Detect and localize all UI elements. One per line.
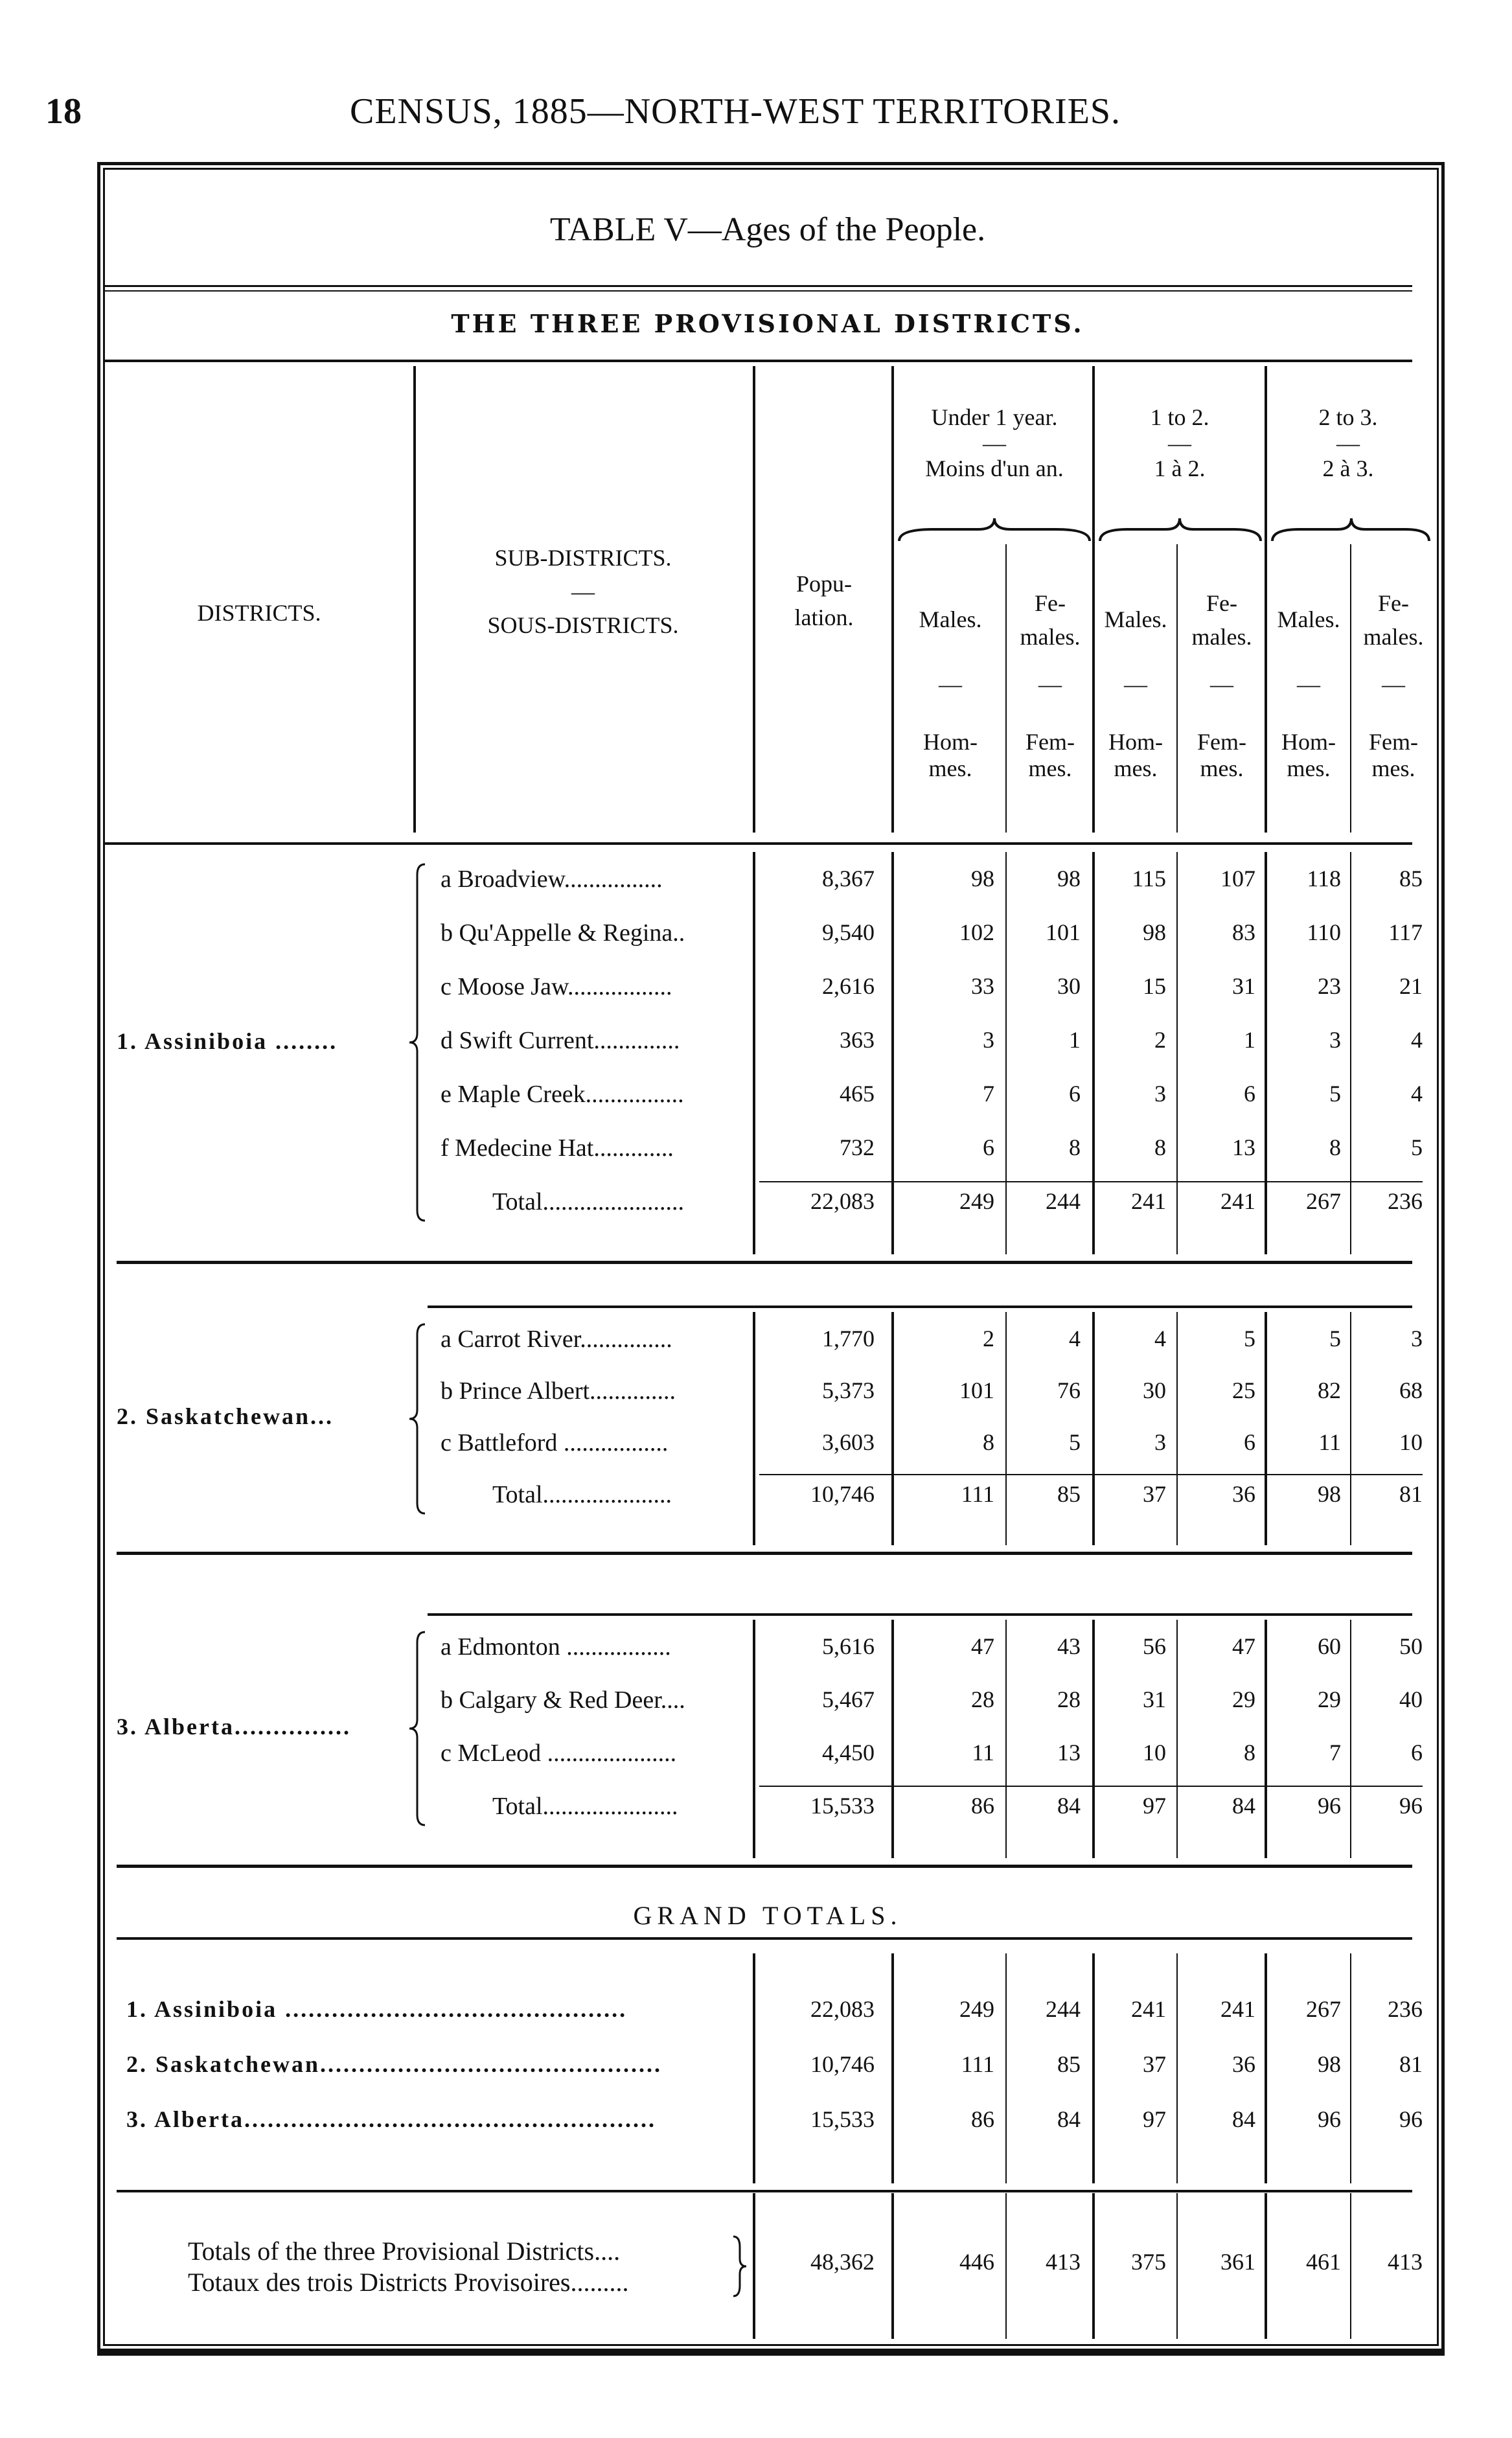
- grand-total-label: 3. Alberta.....................................................: [126, 2106, 656, 2132]
- header-group-1to2: [1095, 405, 1265, 482]
- header-subdistricts: [421, 541, 745, 643]
- sub-district-label: b Qu'Appelle & Regina..: [441, 919, 685, 947]
- age-count-cell: 249: [959, 1188, 994, 1214]
- age-count-cell: 40: [1399, 1686, 1423, 1712]
- header-dash: —: [1297, 671, 1320, 697]
- age-count-cell: 13: [1232, 1134, 1255, 1160]
- age-count-cell: 31: [1232, 973, 1255, 999]
- population-cell: 9,540: [822, 919, 875, 945]
- header-femmes: [1353, 729, 1434, 783]
- header-population-1: Popu-: [796, 571, 852, 597]
- sub-district-label: a Edmonton .................: [441, 1633, 671, 1661]
- age-count-cell: 101: [1046, 919, 1081, 945]
- sub-district-label: c Battleford .................: [441, 1429, 669, 1456]
- header-males-23: Males.: [1277, 606, 1340, 632]
- age-count-cell: 6: [1069, 1081, 1081, 1107]
- age-count-cell: 10: [1399, 1429, 1423, 1455]
- table-subtitle: THE THREE PROVISIONAL DISTRICTS.: [451, 309, 1084, 338]
- age-count-cell: 8: [1154, 1134, 1166, 1160]
- age-count-cell: 249: [959, 1996, 994, 2022]
- age-count-cell: 267: [1306, 1996, 1341, 2022]
- femmes-2: mes.: [1200, 755, 1244, 782]
- age-count-cell: 96: [1399, 2106, 1423, 2132]
- header-dash: —: [1210, 671, 1233, 697]
- age-count-cell: 86: [971, 1793, 994, 1819]
- age-count-cell: 86: [971, 2106, 994, 2132]
- population-cell: 732: [840, 1134, 875, 1160]
- age-count-cell: 81: [1399, 2051, 1423, 2077]
- age-count-cell: 56: [1143, 1633, 1166, 1659]
- age-count-cell: 96: [1318, 2106, 1341, 2132]
- age-count-cell: 98: [971, 866, 994, 891]
- total-label: Total......................: [492, 1793, 678, 1820]
- age-count-cell: 50: [1399, 1633, 1423, 1659]
- header-femmes: [1008, 729, 1092, 783]
- age-count-cell: 3: [1154, 1081, 1166, 1107]
- population-cell: 22,083: [810, 1188, 875, 1214]
- section-top-rule: [428, 1613, 1412, 1616]
- header-group-under1: [894, 405, 1095, 482]
- age-count-cell: 28: [971, 1686, 994, 1712]
- age-count-cell: 96: [1399, 1793, 1423, 1819]
- females-2: males.: [1020, 624, 1081, 650]
- age-count-cell: 84: [1232, 1793, 1255, 1819]
- age-count-cell: 4: [1411, 1027, 1423, 1053]
- femmes-2: mes.: [1371, 755, 1415, 782]
- population-cell: 5,467: [822, 1686, 875, 1712]
- females-1: Fe-: [1206, 590, 1237, 616]
- header-districts: DISTRICTS.: [197, 600, 321, 626]
- sub-district-label: e Maple Creek................: [441, 1081, 684, 1108]
- age-count-cell: 37: [1143, 2051, 1166, 2077]
- group-2to3-en: 2 to 3.: [1318, 404, 1378, 430]
- population-cell: 4,450: [822, 1740, 875, 1765]
- age-count-cell: 81: [1399, 1481, 1423, 1507]
- age-count-cell: 6: [1244, 1429, 1255, 1455]
- age-count-cell: 4: [1411, 1081, 1423, 1107]
- age-count-cell: 5: [1329, 1326, 1341, 1351]
- population-cell: 2,616: [822, 973, 875, 999]
- age-count-cell: 21: [1399, 973, 1423, 999]
- age-count-cell: 244: [1046, 1996, 1081, 2022]
- population-cell: 5,616: [822, 1633, 875, 1659]
- females-1: Fe-: [1035, 590, 1066, 616]
- header-population-2: lation.: [794, 604, 854, 631]
- femmes-2: mes.: [1028, 755, 1072, 782]
- district-label: 3. Alberta...............: [117, 1714, 351, 1740]
- age-count-cell: 98: [1057, 866, 1081, 891]
- page-number: 18: [45, 91, 82, 132]
- sub-district-label: d Swift Current..............: [441, 1027, 680, 1054]
- age-count-cell: 60: [1318, 1633, 1341, 1659]
- header-dash: —: [1382, 671, 1405, 697]
- age-count-cell: 8: [1069, 1134, 1081, 1160]
- females-2: males.: [1363, 624, 1424, 650]
- age-count-cell: 5: [1411, 1134, 1423, 1160]
- header-subline: [1005, 544, 1007, 833]
- population-cell: 15,533: [810, 1793, 875, 1819]
- age-count-cell: 267: [1306, 1188, 1341, 1214]
- population-cell: 22,083: [810, 1996, 875, 2022]
- age-count-cell: 85: [1057, 1481, 1081, 1507]
- age-count-cell: 47: [971, 1633, 994, 1659]
- header-braces: [894, 515, 1432, 547]
- title-rule: [104, 285, 1412, 287]
- header-females-23: [1353, 586, 1434, 654]
- age-count-cell: 118: [1307, 866, 1341, 891]
- age-count-cell: 7: [1329, 1740, 1341, 1765]
- age-count-cell: 98: [1318, 1481, 1341, 1507]
- sub-district-label: b Calgary & Red Deer....: [441, 1686, 685, 1714]
- grand-total-label: 1. Assiniboia ............................................: [126, 1996, 628, 2022]
- subtitle-rule: [104, 360, 1412, 362]
- header-males-u1: Males.: [919, 606, 982, 632]
- age-count-cell: 102: [959, 919, 994, 945]
- age-count-cell: 84: [1057, 2106, 1081, 2132]
- age-count-cell: 29: [1318, 1686, 1341, 1712]
- header-subdistricts-fr: SOUS-DISTRICTS.: [487, 612, 679, 639]
- age-count-cell: 1: [1244, 1027, 1255, 1053]
- header-bottom-rule: [104, 842, 1412, 845]
- final-rule: [117, 2190, 1412, 2192]
- age-count-cell: 111: [961, 1481, 994, 1507]
- grand-total-label: 2. Saskatchewan............................................: [126, 2051, 663, 2077]
- header-femmes: [1179, 729, 1265, 783]
- age-count-cell: 4: [1154, 1326, 1166, 1351]
- age-count-cell: 11: [972, 1740, 994, 1765]
- title-rule-2: [104, 290, 1412, 292]
- age-count-cell: 15: [1143, 973, 1166, 999]
- age-count-cell: 33: [971, 973, 994, 999]
- age-count-cell: 37: [1143, 1481, 1166, 1507]
- age-count-cell: 244: [1046, 1188, 1081, 1214]
- age-count-cell: 36: [1232, 2051, 1255, 2077]
- age-count-cell: 7: [983, 1081, 994, 1107]
- age-count-cell: 43: [1057, 1633, 1081, 1659]
- age-count-cell: 28: [1057, 1686, 1081, 1712]
- age-count-cell: 8: [983, 1429, 994, 1455]
- age-count-cell: 2: [1154, 1027, 1166, 1053]
- age-count-cell: 83: [1232, 919, 1255, 945]
- header-hommes: [895, 729, 1005, 783]
- header-dash: —: [939, 671, 962, 697]
- group-under1-fr: Moins d'un an.: [925, 455, 1064, 482]
- femmes-1: Fem-: [1369, 729, 1418, 755]
- age-count-cell: 8: [1244, 1740, 1255, 1765]
- group-dash: —: [1168, 430, 1191, 456]
- age-count-cell: 84: [1232, 2106, 1255, 2132]
- population-cell: 8,367: [822, 866, 875, 891]
- population-cell: 363: [840, 1027, 875, 1053]
- hommes-2: mes.: [1287, 755, 1331, 782]
- age-count-cell: 2: [983, 1326, 994, 1351]
- age-count-cell: 85: [1399, 866, 1423, 891]
- age-count-cell: 97: [1143, 2106, 1166, 2132]
- header-dash: —: [1038, 671, 1062, 697]
- grand-totals-title: GRAND TOTALS.: [633, 1901, 902, 1930]
- age-count-cell: 68: [1399, 1377, 1423, 1403]
- age-count-cell: 97: [1143, 1793, 1166, 1819]
- age-count-cell: 236: [1388, 1996, 1423, 2022]
- females-1: Fe-: [1378, 590, 1409, 616]
- hommes-1: Hom-: [1281, 729, 1336, 755]
- age-count-cell: 30: [1143, 1377, 1166, 1403]
- age-count-cell: 241: [1131, 1996, 1166, 2022]
- total-label: Total.....................: [492, 1481, 672, 1508]
- age-count-cell: 5: [1329, 1081, 1341, 1107]
- header-vline: [753, 366, 755, 833]
- header-dash: —: [1124, 671, 1147, 697]
- sub-district-label: a Carrot River...............: [441, 1326, 672, 1353]
- total-rule: [759, 1181, 1423, 1182]
- grand-age-count-cell: 413: [1046, 2249, 1081, 2275]
- age-count-cell: 84: [1057, 1793, 1081, 1819]
- group-dash: —: [983, 430, 1006, 456]
- frame-bottom-rule: [97, 2351, 1445, 2356]
- sub-district-label: c Moose Jaw.................: [441, 973, 672, 1000]
- age-count-cell: 6: [983, 1134, 994, 1160]
- section-bottom-rule: [117, 1865, 1412, 1868]
- age-count-cell: 6: [1244, 1081, 1255, 1107]
- age-count-cell: 1: [1069, 1027, 1081, 1053]
- grand-totals-rule: [117, 1937, 1412, 1940]
- header-vline: [413, 366, 416, 833]
- hommes-1: Hom-: [923, 729, 978, 755]
- group-under1-en: Under 1 year.: [931, 404, 1058, 430]
- header-subline: [1350, 544, 1351, 833]
- sub-district-label: b Prince Albert..............: [441, 1377, 676, 1405]
- age-count-cell: 241: [1220, 1188, 1255, 1214]
- grand-age-count-cell: 446: [959, 2249, 994, 2275]
- total-rule: [759, 1786, 1423, 1787]
- district-label: 2. Saskatchewan...: [117, 1403, 334, 1429]
- group-1to2-fr: 1 à 2.: [1154, 455, 1206, 482]
- femmes-1: Fem-: [1025, 729, 1075, 755]
- table-title: TABLE V—Ages of the People.: [549, 211, 986, 248]
- age-count-cell: 98: [1318, 2051, 1341, 2077]
- header-hommes: [1095, 729, 1176, 783]
- age-count-cell: 3: [1154, 1429, 1166, 1455]
- grand-age-count-cell: 361: [1220, 2249, 1255, 2275]
- age-count-cell: 98: [1143, 919, 1166, 945]
- population-cell: 3,603: [822, 1429, 875, 1455]
- header-population: [759, 567, 889, 634]
- grand-age-count-cell: 461: [1306, 2249, 1341, 2275]
- sub-district-label: f Medecine Hat.............: [441, 1134, 674, 1162]
- age-count-cell: 11: [1318, 1429, 1341, 1455]
- age-count-cell: 236: [1388, 1188, 1423, 1214]
- females-2: males.: [1191, 624, 1252, 650]
- age-count-cell: 6: [1411, 1740, 1423, 1765]
- age-count-cell: 111: [961, 2051, 994, 2077]
- age-count-cell: 85: [1057, 2051, 1081, 2077]
- age-count-cell: 47: [1232, 1633, 1255, 1659]
- group-dash: —: [1336, 430, 1360, 456]
- header-subdistricts-dash: —: [571, 579, 595, 605]
- sub-district-label: c McLeod .....................: [441, 1740, 677, 1767]
- row-brace: [408, 1322, 428, 1516]
- grand-age-count-cell: 375: [1131, 2249, 1166, 2275]
- sub-district-label: a Broadview................: [441, 866, 663, 893]
- section-bottom-rule: [117, 1552, 1412, 1555]
- age-count-cell: 36: [1232, 1481, 1255, 1507]
- group-1to2-en: 1 to 2.: [1150, 404, 1209, 430]
- femmes-1: Fem-: [1197, 729, 1246, 755]
- age-count-cell: 110: [1307, 919, 1341, 945]
- section-bottom-rule: [117, 1261, 1412, 1264]
- age-count-cell: 4: [1069, 1326, 1081, 1351]
- age-count-cell: 3: [1329, 1027, 1341, 1053]
- age-count-cell: 76: [1057, 1377, 1081, 1403]
- header-females-u1: [1008, 586, 1092, 654]
- header-subline: [1176, 544, 1178, 833]
- age-count-cell: 115: [1132, 866, 1166, 891]
- district-label: 1. Assiniboia ........: [117, 1028, 338, 1054]
- header-subdistricts-en: SUB-DISTRICTS.: [494, 545, 672, 571]
- age-count-cell: 82: [1318, 1377, 1341, 1403]
- age-count-cell: 30: [1057, 973, 1081, 999]
- total-label: Total.......................: [492, 1188, 685, 1215]
- population-cell: 10,746: [810, 1481, 875, 1507]
- hommes-2: mes.: [1114, 755, 1158, 782]
- age-count-cell: 23: [1318, 973, 1341, 999]
- grand-population-cell: 48,362: [810, 2249, 875, 2275]
- age-count-cell: 241: [1131, 1188, 1166, 1214]
- group-2to3-fr: 2 à 3.: [1322, 455, 1374, 482]
- header-hommes: [1267, 729, 1350, 783]
- row-brace: [408, 1629, 428, 1828]
- age-count-cell: 96: [1318, 1793, 1341, 1819]
- population-cell: 1,770: [822, 1326, 875, 1351]
- age-count-cell: 10: [1143, 1740, 1166, 1765]
- age-count-cell: 241: [1220, 1996, 1255, 2022]
- age-count-cell: 101: [959, 1377, 994, 1403]
- running-head: CENSUS, 1885—NORTH-WEST TERRITORIES.: [350, 91, 1121, 132]
- grand-age-count-cell: 413: [1388, 2249, 1423, 2275]
- population-cell: 10,746: [810, 2051, 875, 2077]
- age-count-cell: 3: [1411, 1326, 1423, 1351]
- total-rule: [759, 1474, 1423, 1475]
- header-females-12: [1179, 586, 1265, 654]
- population-cell: 15,533: [810, 2106, 875, 2132]
- hommes-2: mes.: [928, 755, 972, 782]
- age-count-cell: 29: [1232, 1686, 1255, 1712]
- population-cell: 5,373: [822, 1377, 875, 1403]
- population-cell: 465: [840, 1081, 875, 1107]
- age-count-cell: 5: [1244, 1326, 1255, 1351]
- header-group-2to3: [1267, 405, 1429, 482]
- table-frame: [97, 162, 1445, 2352]
- section-top-rule: [428, 1305, 1412, 1308]
- age-count-cell: 31: [1143, 1686, 1166, 1712]
- final-total-label-fr: Totaux des trois Districts Provisoires.........: [188, 2268, 629, 2297]
- age-count-cell: 25: [1232, 1377, 1255, 1403]
- row-brace: [408, 862, 428, 1223]
- final-total-label-en: Totals of the three Provisional Districts....: [188, 2237, 621, 2266]
- age-count-cell: 8: [1329, 1134, 1341, 1160]
- age-count-cell: 13: [1057, 1740, 1081, 1765]
- hommes-1: Hom-: [1108, 729, 1163, 755]
- header-males-12: Males.: [1104, 606, 1167, 632]
- age-count-cell: 5: [1069, 1429, 1081, 1455]
- age-count-cell: 3: [983, 1027, 994, 1053]
- age-count-cell: 107: [1220, 866, 1255, 891]
- age-count-cell: 117: [1388, 919, 1423, 945]
